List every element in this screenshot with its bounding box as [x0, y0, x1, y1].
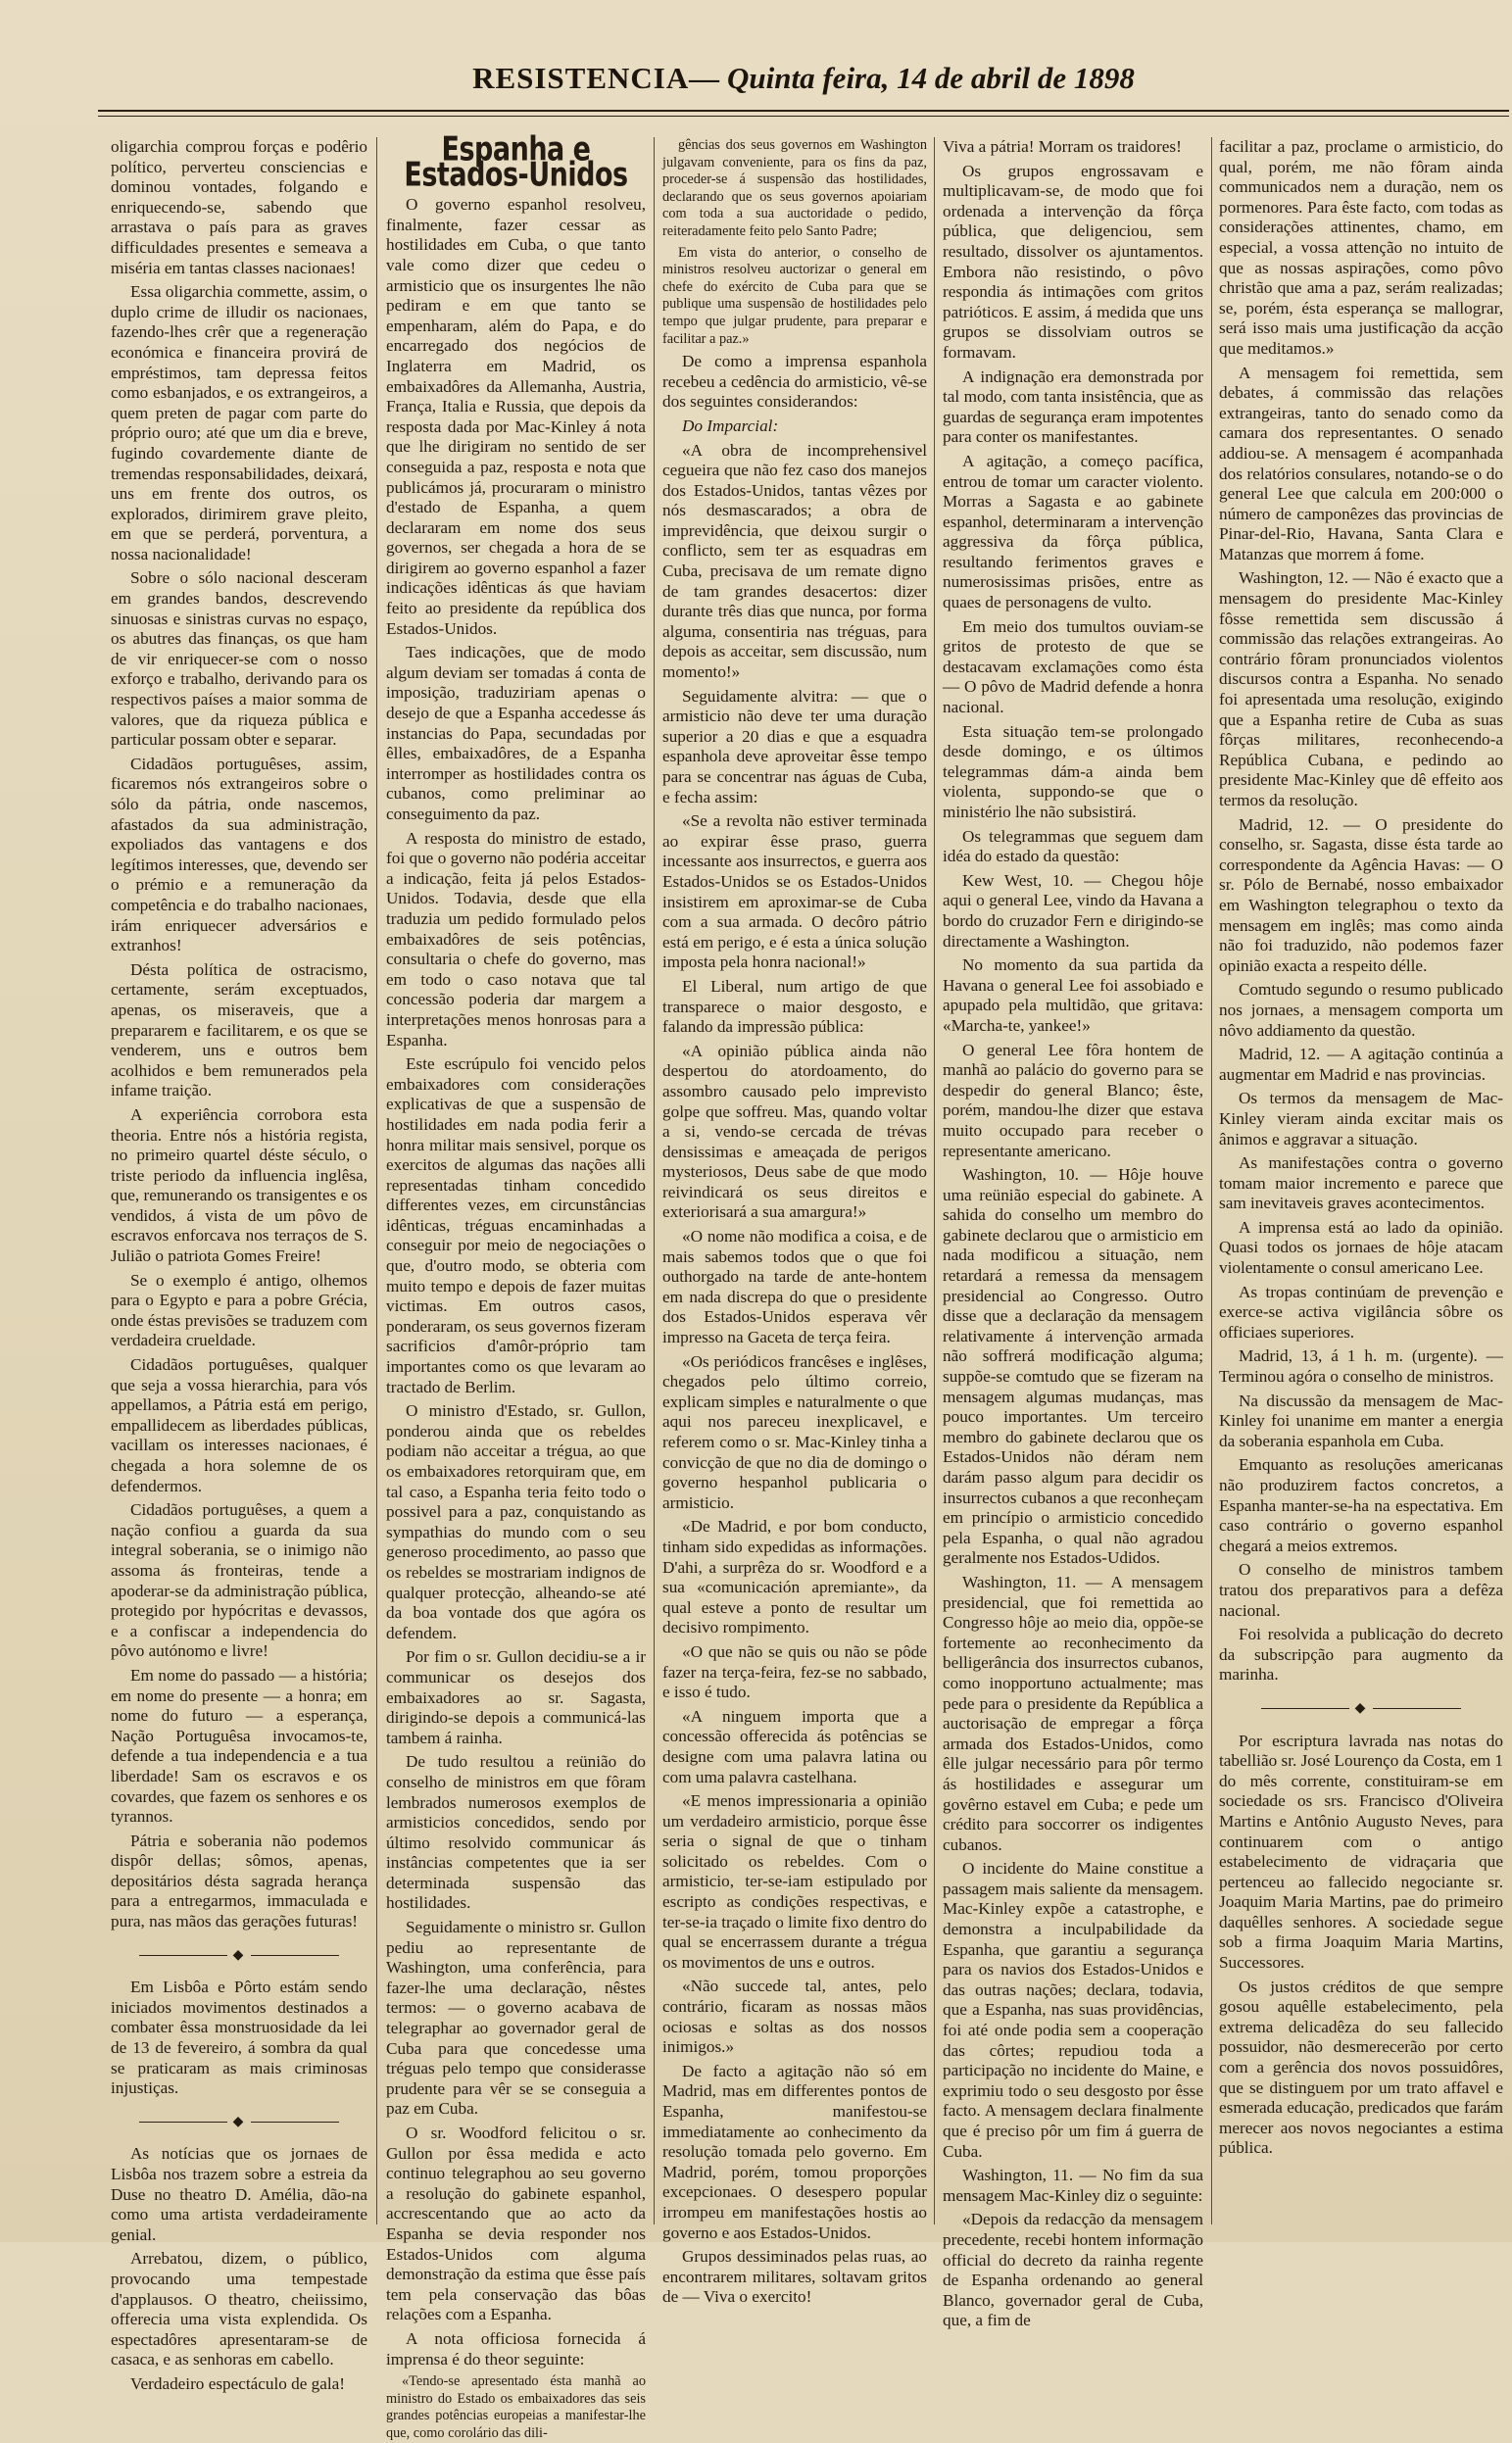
paragraph: Cidadãos portuguêses, qualquer que seja a vossa hierarchia, para vós appellamos, a Pátria está em perigo, empallidecem as liberdades públicas, vacillam os interesses nacionaes, é chegada a hora solemne de os defendermos.: [111, 1355, 367, 1495]
paragraph: El Liberal, num artigo de que transparece o maior desgosto, e falando da impressão pública:: [662, 976, 927, 1037]
paragraph: A imprensa está ao lado da opinião. Quasi todos os jornaes de hôje atacam violentamente o consul americano Lee.: [1219, 1217, 1503, 1278]
paragraph: «A obra de incomprehensivel cegueira que não fez caso dos manejos dos Estados-Unidos, tantas vêzes por nós desmascarados; a obra de imprevidência, que deixou surgir o conflicto, sem ter as esquadras em Cuba, precisava de um remate digno de tam grandes desacertos: dizer durante três dias que nunca, por forma alguma, consentiria nas tréguas, para depois as acceitar, sem discussão, num momento!»: [662, 440, 927, 682]
paragraph: A indignação era demonstrada por tal modo, com tanta insistência, que as guardas de segurança eram impotentes para conter os manifestantes.: [943, 366, 1203, 447]
quote-paragraph: «Tendo-se apresentado ésta manhã ao ministro do Estado os embaixadores das seis grandes potências europeias a manifestar-lhe que, como corolário das dili-: [386, 2373, 646, 2441]
column-2: [386, 130, 646, 2441]
paragraph: De tudo resultou a reünião do conselho de ministros em que fôram lembrados numerosos exemplos de armisticios concedidos, sendo por último resolvido communicar ás instâncias competentes que ia ser determinada suspensão das hostilidades.: [386, 1752, 646, 1913]
column-rule: [376, 137, 377, 2224]
section-divider: ◆: [111, 2113, 367, 2133]
article-title: Espanha e Estados-Unidos: [404, 130, 628, 194]
paragraph: Grupos dessiminados pelas ruas, ao encontrarem militares, soltavam gritos de — Viva o exercito!: [662, 2247, 927, 2307]
paragraph: No momento da sua partida da Havana o general Lee foi assobiado e apupado pela multidão, que gritava: «Marcha-te, yankee!»: [943, 955, 1203, 1035]
paragraph: A agitação, a começo pacífica, entrou de tomar um caracter violento. Morras a Sagasta e ao gabinete espanhol, determinaram a intervenção aggressiva da fôrça pública, resultando ferimentos graves e numerosissimas prisões, entre as quaes de personagens de vulto.: [943, 451, 1203, 612]
paragraph: Kew West, 10. — Chegou hôje aqui o general Lee, vindo da Havana a bordo do cruzador Fern e dirigindo-se directamente a Washington.: [943, 870, 1203, 951]
paragraph: Taes indicações, que de modo algum deviam ser tomadas á conta de imposição, traduziriam apenas o desejo de que a Espanha accedesse ás instancias do Papa, secundadas por êlles, embaixadôres, de a Espanha interromper as hostilidades contra os cubanos, como preliminar ao conseguimento da paz.: [386, 643, 646, 823]
paragraph: Viva a pátria! Morram os traidores!: [943, 137, 1182, 156]
paragraph: «De Madrid, e por bom conducto, tinham sido expedidas as informações. D'ahi, a surprêza do sr. Woodford e a sua «comunicación apremiante», da qual esteve a ponto de resultar um decisivo rompimento.: [662, 1517, 927, 1637]
paragraph: O ministro d'Estado, sr. Gullon, ponderou ainda que os rebeldes podiam não acceitar a trégua, ao que os embaixadores retorquiram que, em tal caso, a Espanha teria feito todo o possivel para a paz, conquistando as sympathias do mundo com o seu generoso procedimento, ao passo que os rebeldes se mostrariam indignos de qualquer protecção, alheando-se até da boa vontade dos que agóra os defendem.: [386, 1401, 646, 1642]
paragraph: «O nome não modifica a coisa, e de mais sabemos todos que o que foi outhorgado na tarde de ante-hontem em nada discrepa do que o presidente dos Estados-Unidos esperava vêr impresso na Gaceta de terça feira.: [662, 1227, 927, 1347]
header-rule: [98, 110, 1509, 112]
paragraph: As tropas continúam de prevenção e exerce-se activa vigilância sôbre os officiaes superiores.: [1219, 1282, 1503, 1342]
paragraph: «Se a revolta não estiver terminada ao expirar êsse praso, guerra incessante aos insurrectos, e guerra aos Estados-Unidos se os Estados-Unidos insistirem em aproximar-se de Cuba com a sua armada. O decôro pátrio está em perigo, e é esta a única solução imposta pela honra nacional!»: [662, 811, 927, 972]
paragraph: Os telegrammas que seguem dam idéa do estado da questão:: [943, 826, 1203, 866]
paragraph: Em nome do passado — a história; em nome do presente — a honra; em nome do futuro — a esperança, Nação Portuguêsa invocamos-te, defende a tua independencia e a tua liberdade! Sam os escravos e os covardes, que fazem os senhores e os tyrannos.: [111, 1665, 367, 1827]
paragraph: O general Lee fôra hontem de manhã ao palácio do governo para se despedir do general Blanco; êste, porém, mandou-lhe dizer que estava muito occupado para receber o representante americano.: [943, 1040, 1203, 1160]
paragraph: Washington, 11. — No fim da sua mensagem Mac-Kinley diz o seguinte:: [943, 2166, 1203, 2205]
paragraph: Os justos créditos de que sempre gosou aquêlle estabelecimento, pela extrema delicadêza do seu fallecido possuidor, não desmerecerão por certo com a gerência dos novos possuidôres, que se distinguem por um trato affavel e esmerada educação, predicados que farám merecer aos novos negociantes a estima pública.: [1219, 1977, 1503, 2158]
column-rule: [1211, 137, 1212, 2224]
paragraph: Désta política de ostracismo, certamente, serám exceptuados, apenas, os miseraveis, que a prepararem e facilitarem, e os que se venderem, uns e outros bem acolhidos e bem remunerados pela infame traição.: [111, 959, 367, 1100]
paragraph: O sr. Woodford felicitou o sr. Gullon por êssa medida e acto continuo telegraphou ao seu governo a resolução do gabinete espanhol, accrescentando que ao acto da Espanha se devia responder nos Estados-Unidos com alguma demonstração da estima que êsse país tem pela conservação das bôas relações com a Espanha.: [386, 2124, 646, 2324]
paragraph: Os grupos engrossavam e multiplicavam-se, de modo que foi ordenada a intervenção da fôrça pública, que deligenciou, sem resultado, dissolver os ajuntamentos. Embora não resistindo, o pôvo respondia ás intimações com gritos patrióticos. E assim, á medida que uns grupos se dissolviam outros se formavam.: [943, 161, 1203, 362]
page-header: [98, 61, 1509, 100]
column-rule: [654, 137, 655, 2224]
official-note-continued: [662, 137, 927, 348]
paragraph: Comtudo segundo o resumo publicado nos jornaes, a mensagem comporta um nôvo addiamento da questão.: [1219, 980, 1503, 1040]
paragraph: «Não succede tal, antes, pelo contrário, ficaram as nossas mãos ociosas e soltas as dos nossos inimigos.»: [662, 1977, 927, 2057]
paragraph: Os termos da mensagem de Mac-Kinley vieram ainda excitar mais os ânimos e aggravar a situação.: [1219, 1089, 1503, 1148]
paragraph: O incidente do Maine constitue a passagem mais saliente da mensagem. Mac-Kinley expõe a catastrophe, e demonstra a inculpabilidade da Espanha, que garantiu a segurança para os navios dos Estados-Unidos e das outras nações; declara, todavia, que a Espanha, nas suas providências, foi até onde podia sem a cooperação das côrtes; repudiou toda a participação no incidente do Maine, e exprimiu todo o seu desgosto por êsse facto. A mensagem declara finalmente que é preciso pôr um fim á guerra de Cuba.: [943, 1859, 1203, 2161]
paragraph: O conselho de ministros tambem tratou dos preparativos para a defêza nacional.: [1219, 1560, 1503, 1620]
paragraph: Cidadãos portuguêses, a quem a nação confiou a guarda da sua integral soberania, se o inimigo não assoma ás fronteiras, tende a apoderar-se da administração pública, protegido por hypócritas e devassos, e a confiscar a independencia do pôvo autónomo e livre!: [111, 1500, 367, 1661]
paragraph: Este escrúpulo foi vencido pelos embaixadores com considerações explicativas de que a suspensão de hostilidades em nada podia ferir a honra militar mais sensivel, porque os exercitos de algumas das nações alli representadas tinham concedido differentes vezes, em circunstâncias idênticas, tréguas encaminhadas a conseguir por meio de negociações o que, d'outro modo, se obteria com muito tempo e depois de fazer muitas victimas. Em outros casos, ponderaram, os seus governos fizeram sacrificios d'amôr-próprio tam importantes como os que levaram ao tractado de Berlim.: [386, 1054, 646, 1396]
paragraph: «O que não se quis ou não se pôde fazer na terça-feira, fez-se no sabbado, e isso é tudo.: [662, 1641, 927, 1702]
paragraph: Arrebatou, dizem, o público, provocando uma tempestade d'applausos. O theatro, cheiissimo, offerecia uma vista explendida. Os espectadôres apresentaram-se de casaca, e as senhoras em cabello.: [111, 2249, 367, 2370]
paragraph: Madrid, 12. — O presidente do conselho, sr. Sagasta, disse ésta tarde ao correspondente da Agência Havas: — O sr. Pólo de Bernabé, nosso embaixador em Washington telegraphou o texto da mensagem em inglês; mas como ainda não foi traduzido, não podemos fazer opinião exacta a respeito délle.: [1219, 814, 1503, 975]
paragraph: Do Imparcial:: [682, 415, 779, 435]
column-3: [662, 137, 927, 2307]
paragraph: «A opinião pública ainda não despertou do atordoamento, do assombro causado pelo imprevisto golpe que soffreu. Mas, quando voltar a si, vendo-se cercada de trévas densissimas e ameaçada de perigos mysteriosos, Deus sabe de que modo reivindicará os seus direitos e exteriorisará a sua amargura!»: [662, 1041, 927, 1222]
paragraph: Por fim o sr. Gullon decidiu-se a ir communicar os desejos dos embaixadores ao sr. Sagasta, dirigindo-se depois a communicá-las tambem á rainha.: [386, 1647, 646, 1747]
paragraph: Verdadeiro espectáculo de gala!: [130, 2373, 346, 2393]
paragraph: Cidadãos portuguêses, assim, ficaremos nós extrangeiros sobre o sólo da pátria, onde nascemos, afastados da sua administração, expoliados das vantagens e dos legítimos interesses, que, devendo ser o prémio e a remuneração da competência e do trabalho nacionaes, irám enriquecer adversários e extranhos!: [111, 754, 367, 955]
paragraph: As notícias que os jornaes de Lisbôa nos trazem sobre a estreia da Duse no theatro D. Amélia, dão-na como uma artista verdadeiramente genial.: [111, 2144, 367, 2244]
column-rule: [934, 137, 935, 2224]
paragraph: O governo espanhol resolveu, finalmente, fazer cessar as hostilidades em Cuba, o que tanto vale como dizer que cedeu o armisticio que os insurgentes lhe não pediram e em que tanto se empenharam, além do Papa, e do encarregado dos negócios de Inglaterra em Madrid, os embaixadôres da Allemanha, Austria, França, Italia e Russia, que depois da resposta dada por Mac-Kinley á nota que lhe dirigiram no sentido de ser conseguida a paz, resposta e nota que publicámos já, procuraram o ministro d'estado de Espanha, a quem declararam em nome dos seus governos, ser chegada a hora de se dirigirem ao governo espanhol a fazer indicações idênticas ás que haviam feito ao presidente da república dos Estados-Unidos.: [386, 195, 646, 638]
paragraph: Washington, 11. — A mensagem presidencial, que foi remettida ao Congresso hôje ao meio dia, oppõe-se fortemente ao reconhecimento da belligerância dos insurrectos cubanos, como inopportuno actualmente; mas pede para o presidente da República a auctorisação de empregar a fôrça armada dos Estados-Unidos, como êlle julgar necessário para pôr termo ás hostilidades e assegurar um govêrno estavel em Cuba; e pede um crédito para soccorrer os indigentes cubanos.: [943, 1572, 1203, 1854]
paragraph: Esta situação tem-se prolongado desde domingo, e os últimos telegrammas dám-a ainda bem violenta, suppondo-se que o ministério lhe não subsistirá.: [943, 721, 1203, 821]
paragraph: A experiência corrobora esta theoria. Entre nós a história regista, no primeiro quartel déste século, o triste periodo da influencia inglêsa, que, remunerando os transigentes e os vendidos, á vista de um pôvo de escravos enforcava nos terraços de S. Julião o patriota Gomes Freire!: [111, 1104, 367, 1266]
paragraph: Washington, 10. — Hôje houve uma reünião especial do gabinete. A sahida do conselho um membro do gabinete declarou que o armisticio em nada modificou a situação, nem retardará a remessa da mensagem presidencial ao Congresso. Outro disse que a declaração da mensagem relativamente á intervenção armada não soffrerá modificação alguma; suppõe-se comtudo que se fizeram na mensagem algumas mudanças, mas pouco importantes. Um terceiro membro do gabinete declarou que os Estados-Unidos não déram nem darám passo algum para decidir os insurrectos cubanos a que reconheçam em princípio o armisticio concedido pela Espanha, o qual não agradou geralmente nos Estados-Udidos.: [943, 1165, 1203, 1568]
paragraph: Em meio dos tumultos ouviam-se gritos de protesto de que se destacavam exclamações como ésta — O pôvo de Madrid defende a honra nacional.: [943, 616, 1203, 717]
paragraph: oligarchia comprou forças e podêrio político, perverteu consciencias e dominou vontades, folgando e enriquecendo-se, sabendo que arrastava o país para as graves difficuldades presentes e semeava a miséria em tantas classes nacionaes!: [111, 137, 367, 277]
quote-paragraph: Em vista do anterior, o conselho de ministros resolveu auctorizar o general em chefe do exército de Cuba para que se publique uma suspensão de hostilidades pelo tempo que julgar prudente, para preparar e facilitar a paz.»: [662, 244, 927, 347]
paragraph: Por escriptura lavrada nas notas do tabellião sr. José Lourenço da Costa, em 1 do mês corrente, constituiram-se em sociedade os srs. Francisco d'Oliveira Martins e Antônio Augusto Neves, para continuarem com o antigo estabelecimento de vidraçaria que pertenceu ao fallecido negociante sr. Joaquim Maria Martins, pae do primeiro daquêlles senhores. A sociedade segue sob a firma Joaquim Maria Martins, Successores.: [1219, 1731, 1503, 1973]
paragraph: Em Lisbôa e Pôrto estám sendo iniciados movimentos destinados a combater êssa monstruosidade da lei de 13 de fevereiro, á sombra da qual se praticaram as mais criminosas injustiças.: [111, 1978, 367, 2098]
paragraph: A mensagem foi remettida, sem debates, á commissão das relações extrangeiras, tanto do senado como da camara dos representantes. O senado addiou-se. A mensagem é acompanhada dos relatórios consulares, notando-se o do general Lee que calcula em 200:000 o número de camponêzes das provincias de Pinar-del-Rio, Havana, Santa Clara e Matanzas que morrem á fome.: [1219, 363, 1503, 563]
paragraph: Se o exemplo é antigo, olhemos para o Egypto e para a pobre Grécia, onde éstas previsões se traduzem com verdadeira crueldade.: [111, 1270, 367, 1350]
paragraph: Washington, 12. — Não é exacto que a mensagem do presidente Mac-Kinley fôsse remettida sem discussão á commissão das relações extrangeiras. Ao contrário fôram pronunciados violentos discursos contra a Espanha. No senado foi apresentada uma resolução, exigindo que a Espanha retire de Cuba as suas fôrças militares, reconhecendo-a República Cubana, e pedindo ao presidente Mac-Kinley que dê effeito aos termos da resolução.: [1219, 568, 1503, 809]
paragraph: A resposta do ministro de estado, foi que o governo não podéria acceitar a indicação, feita já pelos Estados-Unidos. Todavia, desde que ella traduzia um pedido formulado pelos embaixadôres de seis potências, consultaria o chefe do governo, mas em todo o caso notava que tal concessão poderia dar margem a interpretações menos honrosas para a Espanha.: [386, 828, 646, 1050]
column-1: [111, 137, 367, 2393]
paragraph: Seguidamente o ministro sr. Gullon pediu ao representante de Washington, uma conferência, para fazer-lhe uma declaração, nêstes termos: — o governo acabava de telegraphar ao governador geral de Cuba para que concedesse uma tréguas pelo tempo que considerasse prudente para vêr se se conseguia a paz em Cuba.: [386, 1918, 646, 2119]
issue-date: — Quinta feira, 14 de abril de 1898: [689, 61, 1135, 95]
section-divider: ◆: [111, 1946, 367, 1967]
paragraph: «Os periódicos francêses e inglêses, chegados pelo último correio, explicam simples e naturalmente o que aqui nos pareceu inexplicavel, e referem como o sr. Mac-Kinley tinha a convicção de que no dia de domingo o governo hespanhol publicaria o armisticio.: [662, 1351, 927, 1512]
paragraph: Foi resolvida a publicação do decreto da subscripção para augmento da marinha.: [1219, 1625, 1503, 1685]
paragraph: «Depois da redacção da mensagem precedente, recebi hontem informação official do decreto da rainha regente de Espanha ordenando ao general Blanco, governador geral de Cuba, que, a fim de: [943, 2210, 1203, 2330]
paragraph: Essa oligarchia commette, assim, o duplo crime de illudir os nacionaes, fazendo-lhes crêr que a regeneração económica e financeira provirá de empréstimos, tam depressa feitos como esbanjados, e os extrangeiros, a quem preten de pagar com parte do próprio ouro; até que um dia e breve, fugindo covardemente diante de tremendas responsabilidades, deixará, uns em frente dos outros, os explorados, dirimirem grave pleito, em que se perderá, porventura, a nossa nacionalidade!: [111, 282, 367, 563]
paragraph: De como a imprensa espanhola recebeu a cedência do armisticio, vê-se dos seguintes considerandos:: [662, 352, 927, 412]
paragraph: Na discussão da mensagem de Mac-Kinley foi unanime em manter a energia da soberania espanhola em Cuba.: [1219, 1391, 1503, 1450]
paragraph: Pátria e soberania não podemos dispôr dellas; sômos, apenas, depositários désta sagrada herança para a entregarmos, immaculada e pura, nas mãos das gerações futuras!: [111, 1831, 367, 1931]
paragraph: facilitar a paz, proclame o armisticio, do qual, porém, me não fôram ainda communicados nem a duração, nem os pormenores. Para êste facto, com todas as considerações attinentes, chamo, em especial, a vossa attenção no intuito de que as nossas aspirações, como pôvo christão que ama a paz, serám realizadas; se, porém, ésta esperança se mallograr, será isso mais uma justificação da acção que meditamos.»: [1219, 137, 1503, 358]
paragraph: De facto a agitação não só em Madrid, mas em differentes pontos de Espanha, manifestou-se immediatamente ao conhecimento da resolução tomada pelo governo. Em Madrid, porém, tomou proporções excepcionaes. O desespero popular irrompeu em manifestações hostis ao governo e aos Estados-Unidos.: [662, 2061, 927, 2242]
official-note: [386, 2373, 646, 2442]
paragraph: Seguidamente alvitra: — que o armisticio não deve ter uma duração superior a 20 dias e que a esquadra espanhola deve aproveitar êsse tempo para se concentrar nas águas de Cuba, e fecha assim:: [662, 686, 927, 806]
paragraph: Emquanto as resoluções americanas não produzirem factos concretos, a Espanha manter-se-ha na espectativa. Em caso contrário o governo espanhol chegará a meios extremos.: [1219, 1455, 1503, 1555]
paragraph: «E menos impressionaria a opinião um verdadeiro armisticio, porque êsse seria o signal de que o tinham solicitado os rebeldes. Com o armisticio, ter-se-iam estipulado por escripto as condições respectivas, e ter-se-ia traçado o limite fixo dentro do qual se encerrassem durante a trégua os movimentos de uns e outros.: [662, 1791, 927, 1972]
header-rule-thin: [98, 116, 1509, 117]
paragraph: Madrid, 13, á 1 h. m. (urgente). — Terminou agóra o conselho de ministros.: [1219, 1346, 1503, 1387]
quote-paragraph: gências dos seus governos em Washington julgavam conveniente, para os fins da paz, proceder-se á suspensão das hostilidades, declarando que os seus governos apoiariam com toda a sua auctoridade o pedido, reiteradamente feito pelo Santo Padre;: [662, 137, 927, 239]
paragraph: Sobre o sólo nacional desceram em grandes bandos, descrevendo sinuosas e sinistras curvas no espaço, os abutres das finanças, os que ham de vir enriquecer-se com o nosso exforço e trabalho, derivando para os respectivos países a maior somma de valores, que da riqueza pública e particular possam obter e separar.: [111, 568, 367, 750]
newspaper-name: RESISTENCIA: [472, 61, 690, 95]
paragraph: As manifestações contra o governo tomam maior incremento e parece que sam inevitaveis graves acontecimentos.: [1219, 1153, 1503, 1213]
paragraph: «A ninguem importa que a concessão offerecida ás potências se designe com uma palavra latina ou com uma palavra castelhana.: [662, 1706, 927, 1786]
paragraph: A nota officiosa fornecida á imprensa é do theor seguinte:: [386, 2328, 646, 2369]
column-5: [1219, 137, 1503, 2234]
section-divider: ◆: [1219, 1699, 1503, 1720]
column-4: [943, 137, 1203, 2330]
paragraph: Madrid, 12. — A agitação continúa a augmentar em Madrid e nas provincias.: [1219, 1045, 1503, 1084]
